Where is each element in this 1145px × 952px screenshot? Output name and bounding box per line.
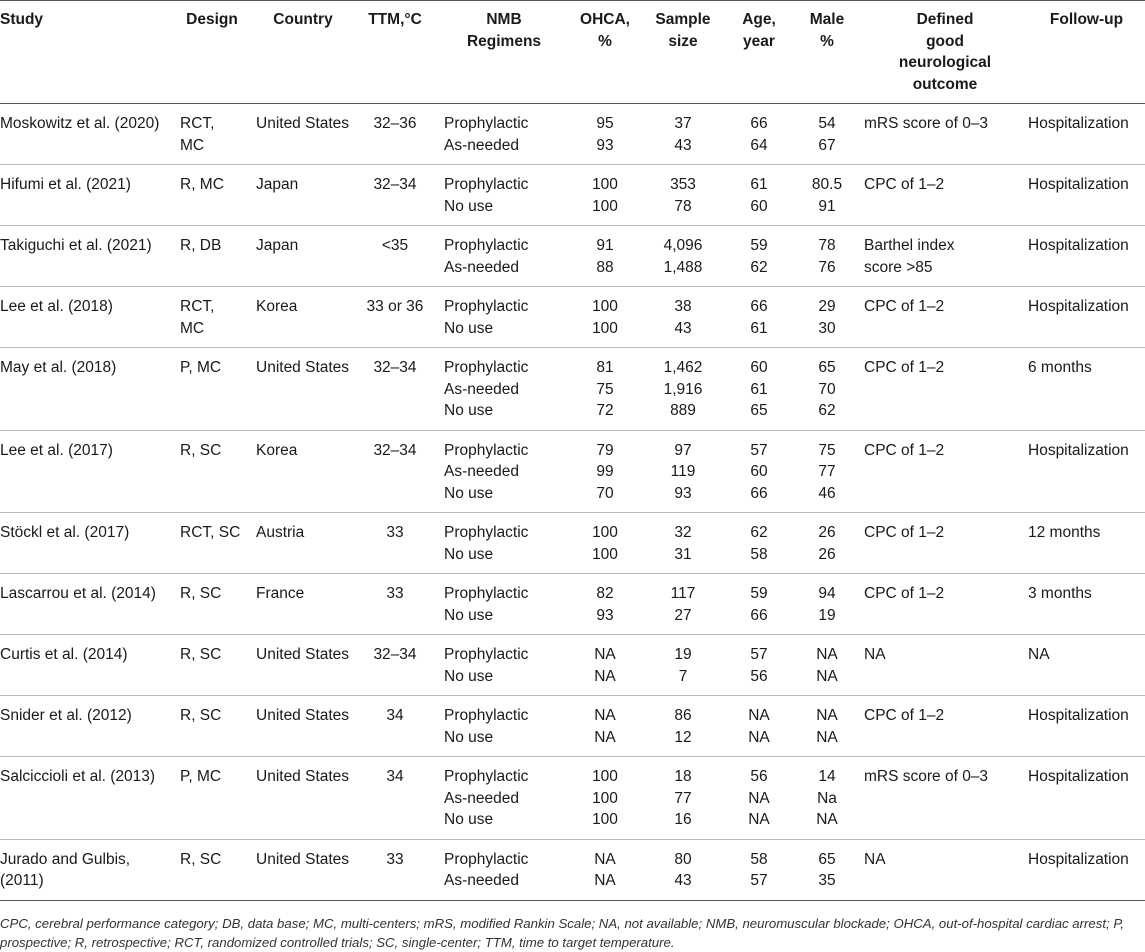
cell-nmb-regimens: Prophylactic No use: [438, 165, 570, 226]
cell-design: P, MC: [170, 348, 254, 431]
cell-design: R, SC: [170, 839, 254, 900]
cell-ohca: 79 99 70: [570, 430, 640, 513]
cell-nmb-regimens: Prophylactic As-needed: [438, 839, 570, 900]
cell-study: Lee et al. (2017): [0, 430, 170, 513]
cell-age: 58 57: [726, 839, 792, 900]
cell-nmb-regimens: Prophylactic As-needed: [438, 104, 570, 165]
table-row: [0, 757, 1145, 840]
cell-follow-up: Hospitalization: [1028, 287, 1145, 348]
cell-male: 78 76: [792, 226, 862, 287]
cell-study: Moskowitz et al. (2020): [0, 104, 170, 165]
cell-nmb-regimens: Prophylactic No use: [438, 574, 570, 635]
cell-sample-size: 37 43: [640, 104, 726, 165]
cell-age: 61 60: [726, 165, 792, 226]
cell-country: United States: [254, 348, 352, 431]
header-ohca: OHCA, %: [570, 1, 640, 104]
cell-follow-up: Hospitalization: [1028, 839, 1145, 900]
cell-study: Takiguchi et al. (2021): [0, 226, 170, 287]
cell-outcome: Barthel index score >85: [862, 226, 1028, 287]
header-sample-size: Sample size: [640, 1, 726, 104]
cell-outcome: CPC of 1–2: [862, 348, 1028, 431]
cell-country: United States: [254, 104, 352, 165]
cell-age: 59 62: [726, 226, 792, 287]
cell-country: France: [254, 574, 352, 635]
cell-country: United States: [254, 635, 352, 696]
cell-country: United States: [254, 696, 352, 757]
cell-study: Salciccioli et al. (2013): [0, 757, 170, 840]
table-row: [0, 165, 1145, 226]
cell-nmb-regimens: Prophylactic As-needed: [438, 226, 570, 287]
cell-sample-size: 18 77 16: [640, 757, 726, 840]
cell-male: NA NA: [792, 696, 862, 757]
cell-study: Jurado and Gulbis, (2011): [0, 839, 170, 900]
cell-nmb-regimens: Prophylactic No use: [438, 635, 570, 696]
cell-outcome: CPC of 1–2: [862, 696, 1028, 757]
cell-follow-up: NA: [1028, 635, 1145, 696]
cell-study: Hifumi et al. (2021): [0, 165, 170, 226]
cell-ttm: 33: [352, 574, 438, 635]
table-row: [0, 430, 1145, 513]
cell-outcome: CPC of 1–2: [862, 287, 1028, 348]
cell-age: 57 60 66: [726, 430, 792, 513]
cell-country: Korea: [254, 430, 352, 513]
cell-follow-up: Hospitalization: [1028, 430, 1145, 513]
table-row: [0, 287, 1145, 348]
cell-age: 59 66: [726, 574, 792, 635]
cell-nmb-regimens: Prophylactic No use: [438, 696, 570, 757]
header-row: [0, 1, 1145, 104]
header-nmb-regimens: NMB Regimens: [438, 1, 570, 104]
cell-age: 62 58: [726, 513, 792, 574]
cell-male: NA NA: [792, 635, 862, 696]
cell-nmb-regimens: Prophylactic As-needed No use: [438, 348, 570, 431]
cell-age: 60 61 65: [726, 348, 792, 431]
header-design: Design: [170, 1, 254, 104]
cell-country: Japan: [254, 165, 352, 226]
table-body: [0, 104, 1145, 901]
table-footnote: CPC, cerebral performance category; DB, data base; MC, multi-centers; mRS, modified Rankin Scale; NA, not available; NMB, neuromuscular blockade; OHCA, out-of-hospital cardiac arrest; P, prospective; R, retrospective; RCT, randomized controlled trials; SC, single-center; TTM, time to target temperature.: [0, 915, 1125, 950]
cell-follow-up: Hospitalization: [1028, 226, 1145, 287]
cell-nmb-regimens: Prophylactic As-needed No use: [438, 757, 570, 840]
cell-male: 29 30: [792, 287, 862, 348]
header-male: Male %: [792, 1, 862, 104]
cell-sample-size: 80 43: [640, 839, 726, 900]
cell-nmb-regimens: Prophylactic No use: [438, 513, 570, 574]
cell-ttm: 32–34: [352, 165, 438, 226]
cell-sample-size: 38 43: [640, 287, 726, 348]
cell-design: R, SC: [170, 696, 254, 757]
cell-ohca: 91 88: [570, 226, 640, 287]
cell-design: R, SC: [170, 430, 254, 513]
table-row: [0, 226, 1145, 287]
cell-outcome: mRS score of 0–3: [862, 757, 1028, 840]
cell-design: R, MC: [170, 165, 254, 226]
cell-ttm: 34: [352, 757, 438, 840]
cell-follow-up: 3 months: [1028, 574, 1145, 635]
table-row: [0, 104, 1145, 165]
cell-ohca: 100 100: [570, 165, 640, 226]
cell-male: 14 Na NA: [792, 757, 862, 840]
cell-ttm: 32–36: [352, 104, 438, 165]
header-country: Country: [254, 1, 352, 104]
cell-outcome: CPC of 1–2: [862, 574, 1028, 635]
table-row: [0, 348, 1145, 431]
cell-outcome: CPC of 1–2: [862, 513, 1028, 574]
cell-ohca: NA NA: [570, 696, 640, 757]
cell-age: 56 NA NA: [726, 757, 792, 840]
cell-ttm: 32–34: [352, 348, 438, 431]
cell-male: 80.5 91: [792, 165, 862, 226]
cell-country: United States: [254, 839, 352, 900]
cell-male: 54 67: [792, 104, 862, 165]
cell-study: May et al. (2018): [0, 348, 170, 431]
cell-ttm: 32–34: [352, 430, 438, 513]
cell-sample-size: 19 7: [640, 635, 726, 696]
cell-male: 75 77 46: [792, 430, 862, 513]
table-header: [0, 1, 1145, 104]
cell-ttm: 32–34: [352, 635, 438, 696]
cell-ohca: 100 100: [570, 513, 640, 574]
cell-ohca: 100 100: [570, 287, 640, 348]
header-ttm: TTM,°C: [352, 1, 438, 104]
cell-ttm: 34: [352, 696, 438, 757]
cell-ttm: 33: [352, 839, 438, 900]
cell-age: 57 56: [726, 635, 792, 696]
cell-follow-up: Hospitalization: [1028, 104, 1145, 165]
header-follow-up: Follow-up: [1028, 1, 1145, 104]
cell-design: R, SC: [170, 635, 254, 696]
cell-design: P, MC: [170, 757, 254, 840]
cell-outcome: NA: [862, 839, 1028, 900]
cell-ttm: 33 or 36: [352, 287, 438, 348]
cell-sample-size: 353 78: [640, 165, 726, 226]
header-age: Age, year: [726, 1, 792, 104]
cell-study: Stöckl et al. (2017): [0, 513, 170, 574]
cell-design: RCT, MC: [170, 287, 254, 348]
cell-sample-size: 117 27: [640, 574, 726, 635]
cell-study: Snider et al. (2012): [0, 696, 170, 757]
cell-age: 66 61: [726, 287, 792, 348]
header-outcome: Defined good neurological outcome: [862, 1, 1028, 104]
table-row: [0, 574, 1145, 635]
header-study: Study: [0, 1, 170, 104]
cell-nmb-regimens: Prophylactic No use: [438, 287, 570, 348]
cell-design: RCT, MC: [170, 104, 254, 165]
cell-study: Curtis et al. (2014): [0, 635, 170, 696]
cell-age: 66 64: [726, 104, 792, 165]
cell-country: Austria: [254, 513, 352, 574]
table-row: [0, 635, 1145, 696]
cell-study: Lascarrou et al. (2014): [0, 574, 170, 635]
cell-ohca: NA NA: [570, 839, 640, 900]
table-row: [0, 696, 1145, 757]
cell-nmb-regimens: Prophylactic As-needed No use: [438, 430, 570, 513]
cell-outcome: mRS score of 0–3: [862, 104, 1028, 165]
cell-country: Korea: [254, 287, 352, 348]
cell-follow-up: 12 months: [1028, 513, 1145, 574]
cell-ohca: 81 75 72: [570, 348, 640, 431]
cell-country: Japan: [254, 226, 352, 287]
cell-outcome: CPC of 1–2: [862, 165, 1028, 226]
cell-sample-size: 86 12: [640, 696, 726, 757]
cell-male: 65 70 62: [792, 348, 862, 431]
cell-sample-size: 1,462 1,916 889: [640, 348, 726, 431]
cell-age: NA NA: [726, 696, 792, 757]
cell-ohca: 95 93: [570, 104, 640, 165]
cell-design: R, DB: [170, 226, 254, 287]
cell-ttm: 33: [352, 513, 438, 574]
cell-male: 65 35: [792, 839, 862, 900]
cell-male: 26 26: [792, 513, 862, 574]
cell-follow-up: Hospitalization: [1028, 165, 1145, 226]
cell-ohca: NA NA: [570, 635, 640, 696]
cell-sample-size: 32 31: [640, 513, 726, 574]
cell-ttm: <35: [352, 226, 438, 287]
cell-sample-size: 97 119 93: [640, 430, 726, 513]
cell-follow-up: 6 months: [1028, 348, 1145, 431]
cell-male: 94 19: [792, 574, 862, 635]
cell-ohca: 82 93: [570, 574, 640, 635]
cell-follow-up: Hospitalization: [1028, 696, 1145, 757]
table-row: [0, 513, 1145, 574]
cell-country: United States: [254, 757, 352, 840]
cell-study: Lee et al. (2018): [0, 287, 170, 348]
cell-outcome: NA: [862, 635, 1028, 696]
cell-sample-size: 4,096 1,488: [640, 226, 726, 287]
cell-design: R, SC: [170, 574, 254, 635]
cell-ohca: 100 100 100: [570, 757, 640, 840]
table-row: [0, 839, 1145, 900]
cell-follow-up: Hospitalization: [1028, 757, 1145, 840]
cell-outcome: CPC of 1–2: [862, 430, 1028, 513]
cell-design: RCT, SC: [170, 513, 254, 574]
